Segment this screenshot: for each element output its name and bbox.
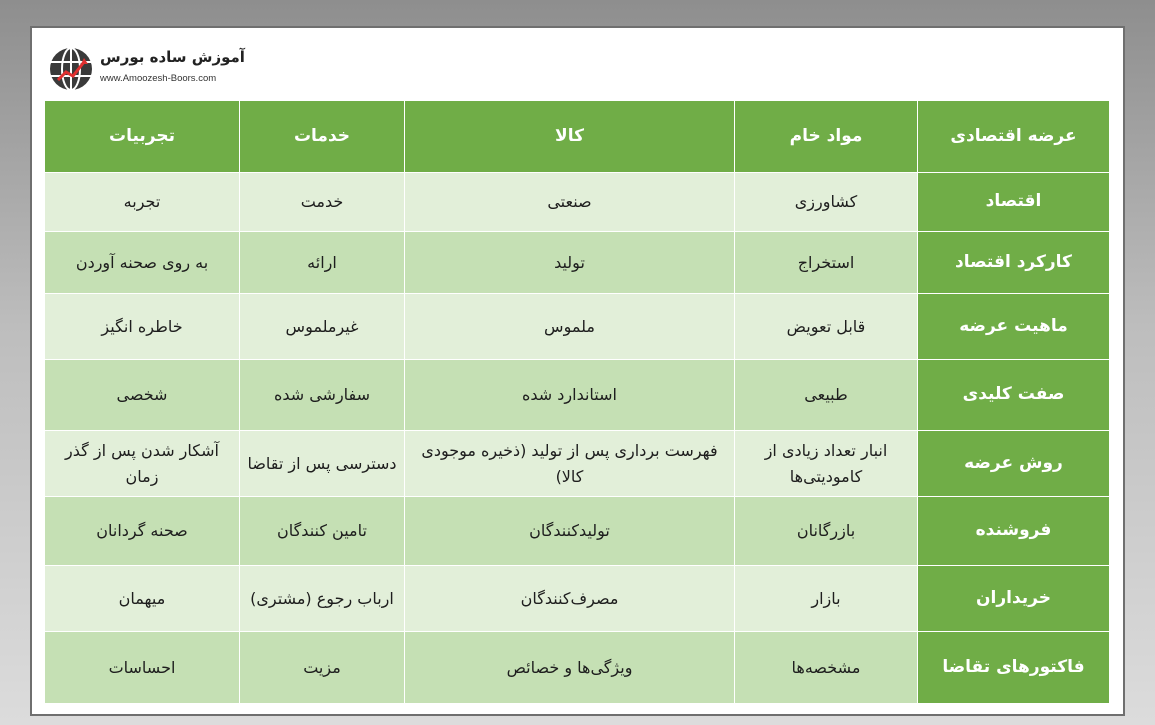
table-cell: به روی صحنه آوردن [45, 232, 240, 294]
table-cell: خاطره انگیز [45, 294, 240, 360]
header-experiences: تجربیات [45, 101, 240, 173]
table-cell: استاندارد شده [405, 360, 735, 431]
table-cell: صنعتی [405, 173, 735, 232]
table-cell: تامین کنندگان [240, 497, 405, 566]
table-cell: ارباب رجوع (مشتری) [240, 566, 405, 632]
row-label: فروشنده [918, 497, 1110, 566]
table-row [45, 632, 1110, 704]
table-cell: کشاورزی [735, 173, 918, 232]
table-cell: خدمت [240, 173, 405, 232]
row-label: خریداران [918, 566, 1110, 632]
table-cell: دسترسی پس از تقاضا [240, 431, 405, 497]
table-cell: مصرف‌کنندگان [405, 566, 735, 632]
table-cell: ملموس [405, 294, 735, 360]
table-cell: غیرملموس [240, 294, 405, 360]
table-cell: تولیدکنندگان [405, 497, 735, 566]
row-label: روش عرضه [918, 431, 1110, 497]
table-cell: بازار [735, 566, 918, 632]
table-row [45, 566, 1110, 632]
header-raw-materials: مواد خام [735, 101, 918, 173]
table-cell: آشکار شدن پس از گذر زمان [45, 431, 240, 497]
table-cell: استخراج [735, 232, 918, 294]
table-row [45, 431, 1110, 497]
table-row [45, 232, 1110, 294]
table-cell: مزیت [240, 632, 405, 704]
row-label: صفت کلیدی [918, 360, 1110, 431]
table-row [45, 497, 1110, 566]
table-row [45, 360, 1110, 431]
header-economic-offering: عرضه اقتصادی [918, 101, 1110, 173]
row-label: ماهیت عرضه [918, 294, 1110, 360]
row-label: کارکرد اقتصاد [918, 232, 1110, 294]
table-cell: ارائه [240, 232, 405, 294]
globe-chart-icon [48, 46, 94, 92]
table-cell: ویژگی‌ها و خصائص [405, 632, 735, 704]
logo-title: آموزش ساده بورس [100, 48, 245, 66]
table-cell: سفارشی شده [240, 360, 405, 431]
table-cell: صحنه گردانان [45, 497, 240, 566]
table-cell: میهمان [45, 566, 240, 632]
table-cell: تولید [405, 232, 735, 294]
header-goods: کالا [405, 101, 735, 173]
economic-offering-table [44, 100, 1110, 704]
site-logo[interactable] [48, 46, 248, 94]
table-cell: فهرست برداری پس از تولید (ذخیره موجودی کالا) [405, 431, 735, 497]
table-cell: مشخصه‌ها [735, 632, 918, 704]
table-row [45, 294, 1110, 360]
table-cell: تجربه [45, 173, 240, 232]
row-label: فاکتورهای تقاضا [918, 632, 1110, 704]
table-row [45, 173, 1110, 232]
table-cell: شخصی [45, 360, 240, 431]
header-row [45, 101, 1110, 173]
row-label: اقتصاد [918, 173, 1110, 232]
table-cell: احساسات [45, 632, 240, 704]
table-cell: قابل تعویض [735, 294, 918, 360]
table-cell: انبار تعداد زیادی از کامودیتی‌ها [735, 431, 918, 497]
header-services: خدمات [240, 101, 405, 173]
table-cell: طبیعی [735, 360, 918, 431]
table-cell: بازرگانان [735, 497, 918, 566]
logo-url: www.Amoozesh-Boors.com [100, 73, 217, 84]
